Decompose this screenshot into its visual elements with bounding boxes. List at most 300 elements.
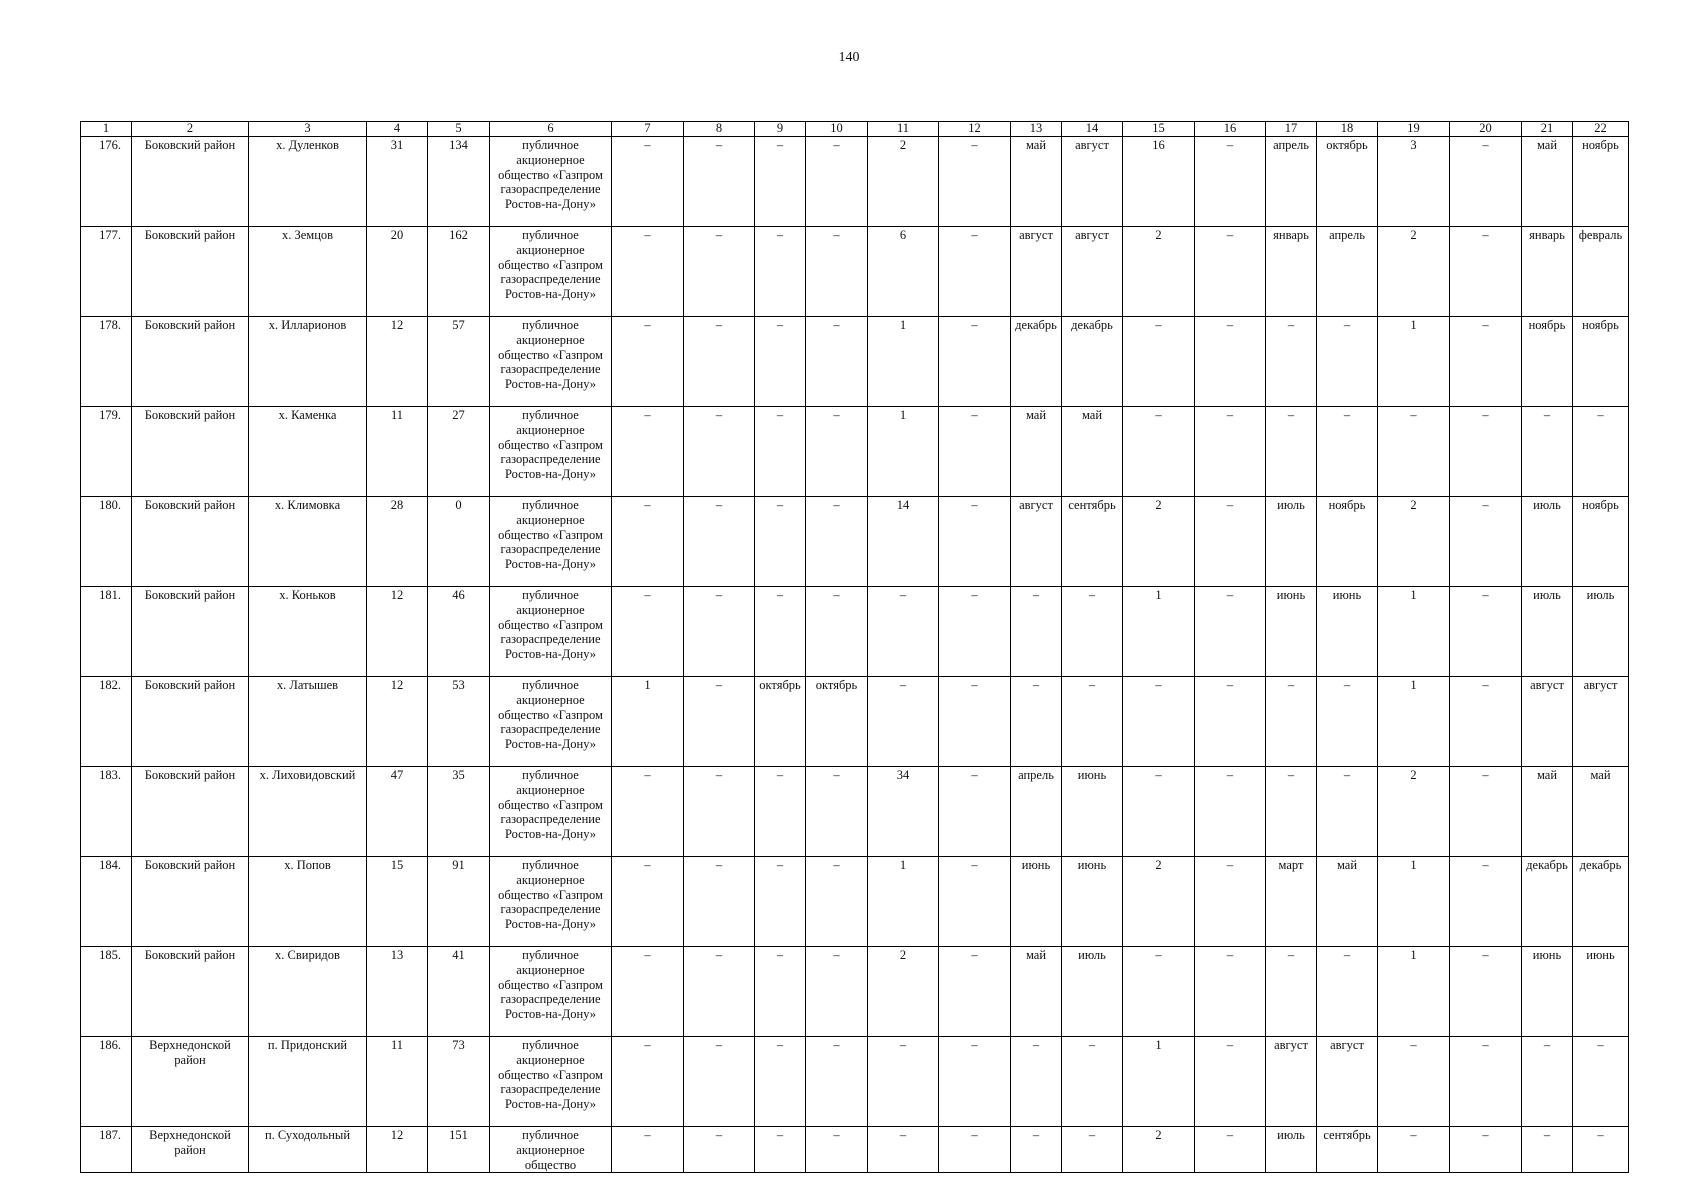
- value-cell-c12: –: [939, 587, 1011, 677]
- value-cell-c10: –: [806, 497, 868, 587]
- value-cell-c9: –: [755, 767, 806, 857]
- value-cell-c12: –: [939, 137, 1011, 227]
- value-cell-c13: –: [1011, 587, 1062, 677]
- locality-cell: х. Лиховидовский: [249, 767, 367, 857]
- locality-cell: х. Латышев: [249, 677, 367, 767]
- value-cell-c13: август: [1011, 227, 1062, 317]
- column-number-cell: 5: [428, 122, 490, 137]
- data-table: [80, 121, 1629, 1173]
- value-cell-c20: –: [1450, 137, 1522, 227]
- organization-cell: публичное акционерное общество «Газпром газораспределение Ростов-на-Дону»: [490, 227, 612, 317]
- value-cell-c9: –: [755, 227, 806, 317]
- table-row: [81, 767, 1629, 857]
- value-cell-c11: 1: [868, 857, 939, 947]
- district-cell: Боковский район: [132, 227, 249, 317]
- value-cell-c11: –: [868, 587, 939, 677]
- value-cell-c8: –: [684, 317, 755, 407]
- locality-cell: х. Земцов: [249, 227, 367, 317]
- value-cell-c22: ноябрь: [1573, 317, 1629, 407]
- locality-cell: п. Придонский: [249, 1037, 367, 1127]
- value-cell-c19: –: [1378, 1037, 1450, 1127]
- value-cell-c14: июнь: [1062, 857, 1123, 947]
- value-cell-c13: –: [1011, 1127, 1062, 1173]
- value-cell-c5: 53: [428, 677, 490, 767]
- value-cell-c11: 1: [868, 317, 939, 407]
- table-row: [81, 677, 1629, 767]
- value-cell-c22: май: [1573, 767, 1629, 857]
- value-cell-c16: –: [1195, 137, 1266, 227]
- value-cell-c10: –: [806, 407, 868, 497]
- value-cell-c18: апрель: [1317, 227, 1378, 317]
- value-cell-c16: –: [1195, 587, 1266, 677]
- value-cell-c21: –: [1522, 1127, 1573, 1173]
- value-cell-c13: август: [1011, 497, 1062, 587]
- value-cell-c8: –: [684, 227, 755, 317]
- value-cell-c5: 151: [428, 1127, 490, 1173]
- value-cell-c12: –: [939, 947, 1011, 1037]
- value-cell-c4: 12: [367, 317, 428, 407]
- column-number-cell: 13: [1011, 122, 1062, 137]
- value-cell-c16: –: [1195, 947, 1266, 1037]
- table-row: [81, 227, 1629, 317]
- value-cell-c17: апрель: [1266, 137, 1317, 227]
- value-cell-c7: –: [612, 587, 684, 677]
- value-cell-c9: –: [755, 587, 806, 677]
- column-number-cell: 12: [939, 122, 1011, 137]
- value-cell-c22: ноябрь: [1573, 497, 1629, 587]
- value-cell-c10: –: [806, 1127, 868, 1173]
- value-cell-c5: 134: [428, 137, 490, 227]
- value-cell-c11: –: [868, 1037, 939, 1127]
- locality-cell: х. Дуленков: [249, 137, 367, 227]
- value-cell-c9: –: [755, 1037, 806, 1127]
- value-cell-c12: –: [939, 317, 1011, 407]
- locality-cell: х. Илларионов: [249, 317, 367, 407]
- value-cell-c19: 3: [1378, 137, 1450, 227]
- locality-cell: п. Суходольный: [249, 1127, 367, 1173]
- value-cell-c4: 11: [367, 1037, 428, 1127]
- value-cell-c7: –: [612, 1037, 684, 1127]
- value-cell-c14: май: [1062, 407, 1123, 497]
- value-cell-c20: –: [1450, 1127, 1522, 1173]
- value-cell-c19: 2: [1378, 767, 1450, 857]
- value-cell-c4: 12: [367, 587, 428, 677]
- value-cell-c13: –: [1011, 677, 1062, 767]
- value-cell-c19: –: [1378, 407, 1450, 497]
- value-cell-c13: апрель: [1011, 767, 1062, 857]
- value-cell-c21: ноябрь: [1522, 317, 1573, 407]
- row-number-cell: 182.: [81, 677, 132, 767]
- value-cell-c8: –: [684, 677, 755, 767]
- value-cell-c18: –: [1317, 767, 1378, 857]
- value-cell-c5: 41: [428, 947, 490, 1037]
- value-cell-c5: 57: [428, 317, 490, 407]
- value-cell-c19: 2: [1378, 497, 1450, 587]
- row-number-cell: 177.: [81, 227, 132, 317]
- value-cell-c20: –: [1450, 677, 1522, 767]
- value-cell-c5: 27: [428, 407, 490, 497]
- value-cell-c5: 91: [428, 857, 490, 947]
- value-cell-c21: –: [1522, 407, 1573, 497]
- value-cell-c21: август: [1522, 677, 1573, 767]
- organization-cell: публичное акционерное общество «Газпром газораспределение Ростов-на-Дону»: [490, 587, 612, 677]
- value-cell-c16: –: [1195, 1037, 1266, 1127]
- column-number-cell: 4: [367, 122, 428, 137]
- value-cell-c7: –: [612, 947, 684, 1037]
- value-cell-c20: –: [1450, 407, 1522, 497]
- value-cell-c21: декабрь: [1522, 857, 1573, 947]
- value-cell-c8: –: [684, 407, 755, 497]
- value-cell-c13: май: [1011, 407, 1062, 497]
- value-cell-c21: июнь: [1522, 947, 1573, 1037]
- column-number-cell: 10: [806, 122, 868, 137]
- row-number-cell: 184.: [81, 857, 132, 947]
- value-cell-c21: июль: [1522, 497, 1573, 587]
- value-cell-c10: –: [806, 1037, 868, 1127]
- organization-cell: публичное акционерное общество «Газпром газораспределение Ростов-на-Дону»: [490, 857, 612, 947]
- value-cell-c14: –: [1062, 1127, 1123, 1173]
- value-cell-c11: 2: [868, 947, 939, 1037]
- district-cell: Верхнедонской район: [132, 1037, 249, 1127]
- value-cell-c16: –: [1195, 227, 1266, 317]
- value-cell-c4: 15: [367, 857, 428, 947]
- value-cell-c7: –: [612, 767, 684, 857]
- column-number-row: [81, 122, 1629, 137]
- district-cell: Боковский район: [132, 857, 249, 947]
- locality-cell: х. Попов: [249, 857, 367, 947]
- locality-cell: х. Свиридов: [249, 947, 367, 1037]
- table-row: [81, 407, 1629, 497]
- value-cell-c10: октябрь: [806, 677, 868, 767]
- value-cell-c11: 1: [868, 407, 939, 497]
- row-number-cell: 181.: [81, 587, 132, 677]
- value-cell-c17: –: [1266, 947, 1317, 1037]
- value-cell-c18: май: [1317, 857, 1378, 947]
- value-cell-c8: –: [684, 1127, 755, 1173]
- value-cell-c19: 1: [1378, 947, 1450, 1037]
- value-cell-c17: –: [1266, 767, 1317, 857]
- row-number-cell: 180.: [81, 497, 132, 587]
- value-cell-c16: –: [1195, 407, 1266, 497]
- value-cell-c20: –: [1450, 947, 1522, 1037]
- column-number-cell: 21: [1522, 122, 1573, 137]
- value-cell-c5: 46: [428, 587, 490, 677]
- value-cell-c22: ноябрь: [1573, 137, 1629, 227]
- value-cell-c13: –: [1011, 1037, 1062, 1127]
- value-cell-c19: 1: [1378, 587, 1450, 677]
- value-cell-c7: –: [612, 317, 684, 407]
- column-number-cell: 22: [1573, 122, 1629, 137]
- value-cell-c20: –: [1450, 767, 1522, 857]
- value-cell-c5: 162: [428, 227, 490, 317]
- row-number-cell: 178.: [81, 317, 132, 407]
- organization-cell: публичное акционерное общество «Газпром газораспределение Ростов-на-Дону»: [490, 947, 612, 1037]
- organization-cell: публичное акционерное общество «Газпром газораспределение Ростов-на-Дону»: [490, 137, 612, 227]
- value-cell-c7: –: [612, 227, 684, 317]
- value-cell-c17: июнь: [1266, 587, 1317, 677]
- value-cell-c12: –: [939, 857, 1011, 947]
- value-cell-c22: июль: [1573, 587, 1629, 677]
- value-cell-c22: –: [1573, 1037, 1629, 1127]
- value-cell-c15: –: [1123, 317, 1195, 407]
- value-cell-c17: –: [1266, 677, 1317, 767]
- locality-cell: х. Климовка: [249, 497, 367, 587]
- value-cell-c9: –: [755, 137, 806, 227]
- value-cell-c15: 1: [1123, 1037, 1195, 1127]
- district-cell: Боковский район: [132, 587, 249, 677]
- value-cell-c7: –: [612, 497, 684, 587]
- table-row: [81, 137, 1629, 227]
- value-cell-c22: декабрь: [1573, 857, 1629, 947]
- value-cell-c4: 20: [367, 227, 428, 317]
- value-cell-c11: –: [868, 1127, 939, 1173]
- value-cell-c16: –: [1195, 677, 1266, 767]
- column-number-cell: 20: [1450, 122, 1522, 137]
- row-number-cell: 186.: [81, 1037, 132, 1127]
- value-cell-c14: –: [1062, 1037, 1123, 1127]
- value-cell-c17: –: [1266, 317, 1317, 407]
- value-cell-c9: –: [755, 317, 806, 407]
- table-row: [81, 857, 1629, 947]
- table-row: [81, 587, 1629, 677]
- value-cell-c15: 2: [1123, 857, 1195, 947]
- column-number-cell: 15: [1123, 122, 1195, 137]
- value-cell-c16: –: [1195, 1127, 1266, 1173]
- locality-cell: х. Коньков: [249, 587, 367, 677]
- value-cell-c16: –: [1195, 767, 1266, 857]
- value-cell-c15: 2: [1123, 1127, 1195, 1173]
- value-cell-c4: 12: [367, 677, 428, 767]
- value-cell-c19: 1: [1378, 677, 1450, 767]
- value-cell-c14: –: [1062, 677, 1123, 767]
- value-cell-c9: октябрь: [755, 677, 806, 767]
- value-cell-c22: –: [1573, 1127, 1629, 1173]
- value-cell-c14: август: [1062, 137, 1123, 227]
- organization-cell: публичное акционерное общество: [490, 1127, 612, 1173]
- value-cell-c9: –: [755, 497, 806, 587]
- table-row: [81, 1037, 1629, 1127]
- value-cell-c11: 2: [868, 137, 939, 227]
- value-cell-c11: 6: [868, 227, 939, 317]
- column-number-cell: 1: [81, 122, 132, 137]
- value-cell-c18: сентябрь: [1317, 1127, 1378, 1173]
- table-row: [81, 947, 1629, 1037]
- value-cell-c18: октябрь: [1317, 137, 1378, 227]
- row-number-cell: 179.: [81, 407, 132, 497]
- value-cell-c15: 2: [1123, 227, 1195, 317]
- value-cell-c12: –: [939, 407, 1011, 497]
- value-cell-c20: –: [1450, 1037, 1522, 1127]
- value-cell-c4: 13: [367, 947, 428, 1037]
- organization-cell: публичное акционерное общество «Газпром газораспределение Ростов-на-Дону»: [490, 317, 612, 407]
- value-cell-c5: 73: [428, 1037, 490, 1127]
- district-cell: Боковский район: [132, 947, 249, 1037]
- value-cell-c12: –: [939, 1037, 1011, 1127]
- value-cell-c18: –: [1317, 407, 1378, 497]
- value-cell-c13: июнь: [1011, 857, 1062, 947]
- column-number-cell: 6: [490, 122, 612, 137]
- value-cell-c16: –: [1195, 857, 1266, 947]
- value-cell-c18: июнь: [1317, 587, 1378, 677]
- value-cell-c9: –: [755, 947, 806, 1037]
- value-cell-c7: 1: [612, 677, 684, 767]
- value-cell-c9: –: [755, 1127, 806, 1173]
- value-cell-c15: –: [1123, 677, 1195, 767]
- table-row: [81, 1127, 1629, 1173]
- value-cell-c18: август: [1317, 1037, 1378, 1127]
- value-cell-c17: январь: [1266, 227, 1317, 317]
- value-cell-c22: –: [1573, 407, 1629, 497]
- row-number-cell: 183.: [81, 767, 132, 857]
- column-number-cell: 2: [132, 122, 249, 137]
- value-cell-c11: –: [868, 677, 939, 767]
- value-cell-c7: –: [612, 857, 684, 947]
- value-cell-c19: 1: [1378, 317, 1450, 407]
- value-cell-c11: 14: [868, 497, 939, 587]
- column-number-cell: 3: [249, 122, 367, 137]
- value-cell-c15: –: [1123, 407, 1195, 497]
- column-number-cell: 18: [1317, 122, 1378, 137]
- column-number-cell: 11: [868, 122, 939, 137]
- value-cell-c5: 0: [428, 497, 490, 587]
- column-number-cell: 8: [684, 122, 755, 137]
- value-cell-c9: –: [755, 407, 806, 497]
- value-cell-c8: –: [684, 947, 755, 1037]
- value-cell-c21: май: [1522, 137, 1573, 227]
- value-cell-c12: –: [939, 767, 1011, 857]
- value-cell-c8: –: [684, 497, 755, 587]
- organization-cell: публичное акционерное общество «Газпром газораспределение Ростов-на-Дону»: [490, 677, 612, 767]
- value-cell-c20: –: [1450, 857, 1522, 947]
- row-number-cell: 185.: [81, 947, 132, 1037]
- value-cell-c18: ноябрь: [1317, 497, 1378, 587]
- value-cell-c7: –: [612, 137, 684, 227]
- value-cell-c7: –: [612, 407, 684, 497]
- value-cell-c21: –: [1522, 1037, 1573, 1127]
- district-cell: Боковский район: [132, 767, 249, 857]
- value-cell-c16: –: [1195, 497, 1266, 587]
- value-cell-c11: 34: [868, 767, 939, 857]
- value-cell-c9: –: [755, 857, 806, 947]
- value-cell-c14: июль: [1062, 947, 1123, 1037]
- value-cell-c10: –: [806, 137, 868, 227]
- value-cell-c21: январь: [1522, 227, 1573, 317]
- value-cell-c17: июль: [1266, 1127, 1317, 1173]
- value-cell-c12: –: [939, 227, 1011, 317]
- column-number-cell: 19: [1378, 122, 1450, 137]
- value-cell-c8: –: [684, 857, 755, 947]
- organization-cell: публичное акционерное общество «Газпром газораспределение Ростов-на-Дону»: [490, 407, 612, 497]
- organization-cell: публичное акционерное общество «Газпром газораспределение Ростов-на-Дону»: [490, 767, 612, 857]
- value-cell-c7: –: [612, 1127, 684, 1173]
- row-number-cell: 176.: [81, 137, 132, 227]
- value-cell-c14: сентябрь: [1062, 497, 1123, 587]
- district-cell: Боковский район: [132, 497, 249, 587]
- value-cell-c18: –: [1317, 947, 1378, 1037]
- value-cell-c17: март: [1266, 857, 1317, 947]
- value-cell-c4: 28: [367, 497, 428, 587]
- value-cell-c13: май: [1011, 947, 1062, 1037]
- value-cell-c4: 12: [367, 1127, 428, 1173]
- value-cell-c12: –: [939, 497, 1011, 587]
- value-cell-c16: –: [1195, 317, 1266, 407]
- value-cell-c10: –: [806, 947, 868, 1037]
- column-number-cell: 16: [1195, 122, 1266, 137]
- value-cell-c12: –: [939, 677, 1011, 767]
- value-cell-c8: –: [684, 767, 755, 857]
- value-cell-c10: –: [806, 227, 868, 317]
- value-cell-c10: –: [806, 317, 868, 407]
- value-cell-c14: –: [1062, 587, 1123, 677]
- value-cell-c10: –: [806, 857, 868, 947]
- value-cell-c21: май: [1522, 767, 1573, 857]
- value-cell-c15: 2: [1123, 497, 1195, 587]
- district-cell: Боковский район: [132, 407, 249, 497]
- value-cell-c8: –: [684, 137, 755, 227]
- value-cell-c10: –: [806, 767, 868, 857]
- column-number-cell: 14: [1062, 122, 1123, 137]
- value-cell-c5: 35: [428, 767, 490, 857]
- value-cell-c4: 47: [367, 767, 428, 857]
- value-cell-c20: –: [1450, 587, 1522, 677]
- value-cell-c18: –: [1317, 317, 1378, 407]
- value-cell-c8: –: [684, 587, 755, 677]
- value-cell-c17: –: [1266, 407, 1317, 497]
- value-cell-c17: июль: [1266, 497, 1317, 587]
- value-cell-c17: август: [1266, 1037, 1317, 1127]
- value-cell-c8: –: [684, 1037, 755, 1127]
- value-cell-c20: –: [1450, 497, 1522, 587]
- value-cell-c14: август: [1062, 227, 1123, 317]
- district-cell: Боковский район: [132, 317, 249, 407]
- value-cell-c15: –: [1123, 767, 1195, 857]
- value-cell-c19: 2: [1378, 227, 1450, 317]
- value-cell-c13: декабрь: [1011, 317, 1062, 407]
- value-cell-c20: –: [1450, 227, 1522, 317]
- organization-cell: публичное акционерное общество «Газпром газораспределение Ростов-на-Дону»: [490, 497, 612, 587]
- value-cell-c22: февраль: [1573, 227, 1629, 317]
- value-cell-c20: –: [1450, 317, 1522, 407]
- value-cell-c19: 1: [1378, 857, 1450, 947]
- locality-cell: х. Каменка: [249, 407, 367, 497]
- value-cell-c15: 16: [1123, 137, 1195, 227]
- row-number-cell: 187.: [81, 1127, 132, 1173]
- table-row: [81, 317, 1629, 407]
- column-number-cell: 7: [612, 122, 684, 137]
- value-cell-c22: июнь: [1573, 947, 1629, 1037]
- organization-cell: публичное акционерное общество «Газпром газораспределение Ростов-на-Дону»: [490, 1037, 612, 1127]
- value-cell-c15: 1: [1123, 587, 1195, 677]
- district-cell: Боковский район: [132, 677, 249, 767]
- value-cell-c21: июль: [1522, 587, 1573, 677]
- value-cell-c14: июнь: [1062, 767, 1123, 857]
- district-cell: Верхнедонской район: [132, 1127, 249, 1173]
- value-cell-c13: май: [1011, 137, 1062, 227]
- value-cell-c10: –: [806, 587, 868, 677]
- value-cell-c4: 11: [367, 407, 428, 497]
- column-number-cell: 9: [755, 122, 806, 137]
- district-cell: Боковский район: [132, 137, 249, 227]
- table-row: [81, 497, 1629, 587]
- value-cell-c4: 31: [367, 137, 428, 227]
- value-cell-c22: август: [1573, 677, 1629, 767]
- page-number: 140: [838, 50, 860, 65]
- value-cell-c15: –: [1123, 947, 1195, 1037]
- column-number-cell: 17: [1266, 122, 1317, 137]
- value-cell-c14: декабрь: [1062, 317, 1123, 407]
- value-cell-c12: –: [939, 1127, 1011, 1173]
- value-cell-c18: –: [1317, 677, 1378, 767]
